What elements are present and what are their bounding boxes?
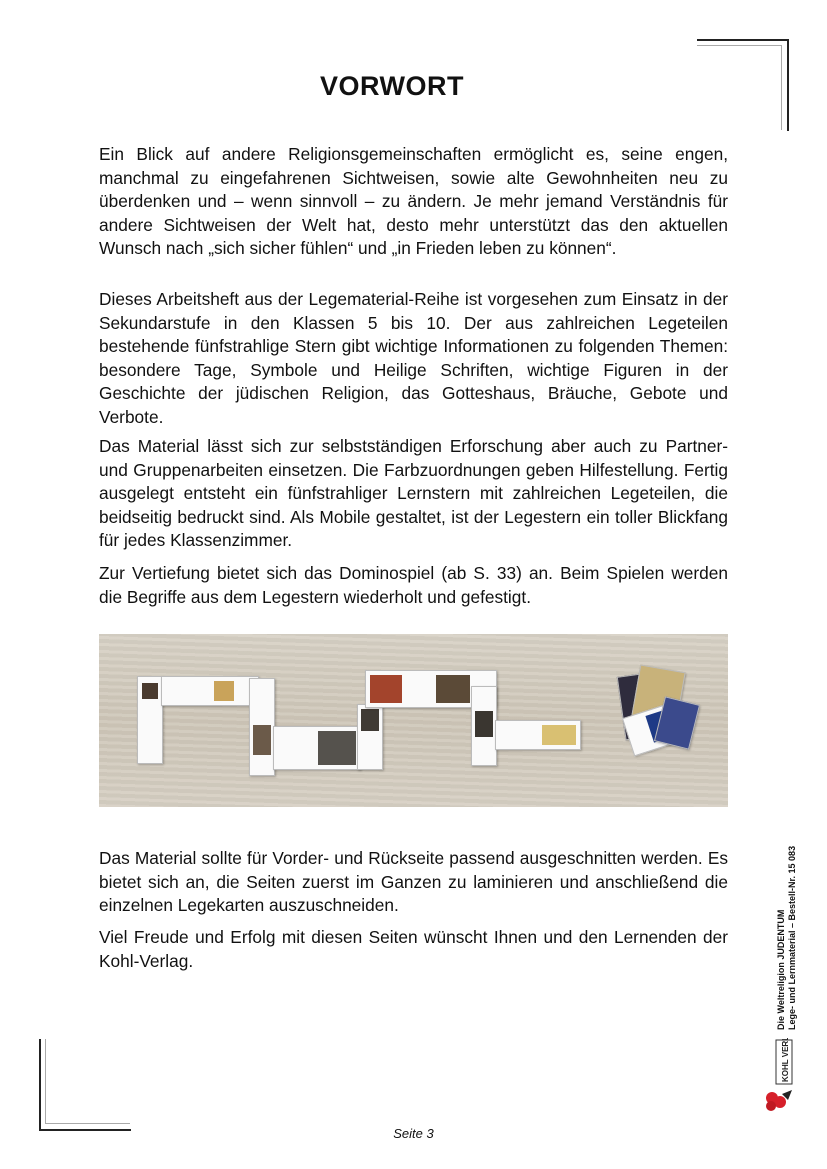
paragraph-workbook: Dieses Arbeitsheft aus der Legematerial-Reihe ist vorgesehen zum Einsatz in der Sekundarstufe in den Klassen 5 bis 10. Der aus zahlreichen Legeteilen bestehende fünfstrahlige Stern gibt wichtige Informationen zu folgenden Themen: besondere Tage, Symbole und Heilige Schriften, wichtige Figuren in der Geschichte der jüdischen Religion, das Gotteshaus, Bräuche, Gebote und Verbote. (99, 289, 728, 427)
domino-card (495, 720, 581, 750)
domino-card (471, 686, 497, 766)
paragraph-closing: Viel Freude und Erfolg mit diesen Seiten wünscht Ihnen und den Lernenden der Kohl-Verlag. (99, 927, 728, 971)
paragraph-intro: Ein Blick auf andere Religionsgemeinschaften ermöglicht es, seine engen, manchmal zu eingefahrenen Sichtweisen, sowie alte Gewohnheiten neu zu überdenken und – wenn sinnvoll – zu ändern. Je mehr jemand Verständnis für andere Sichtweisen der Welt hat, desto mehr unterstützt das den aktuellen Wunsch nach „sich sicher fühlen“ und „in Frieden leben zu können“. (99, 144, 728, 258)
sidebar-publication-info (776, 820, 798, 1030)
domino-card (273, 726, 361, 770)
paragraph-cutting: Das Material sollte für Vorder- und Rückseite passend ausgeschnitten werden. Es bietet sich an, die Seiten zuerst im Ganzen zu laminieren und anschließend die einzelnen Legekarten auszuschneiden. (99, 848, 728, 915)
domino-card (357, 704, 383, 770)
page-title: VORWORT (320, 71, 464, 101)
domino-card (161, 676, 259, 706)
publisher-logo-icon (762, 1038, 796, 1112)
domino-photo (99, 634, 728, 807)
corner-frame-bottom-left-inner (45, 1039, 130, 1124)
domino-card (249, 678, 275, 776)
sidebar-order-number: Lege- und Lernmaterial – Bestell-Nr. 15 083 (787, 845, 797, 1030)
kohl-verlag-logo (762, 1038, 796, 1112)
domino-card (137, 676, 163, 764)
paragraph-material: Das Material lässt sich zur selbstständigen Erforschung aber auch zu Partner- und Gruppenarbeiten einsetzen. Die Farbzuordnungen geben Hilfestellung. Fertig ausgelegt entsteht ein fünfstrahliger Lernstern mit zahlreichen Legeteilen, die beidseitig bedruckt sind. Als Mobile gestaltet, ist der Legestern ein toller Blickfang für jedes Klassenzimmer. (99, 436, 728, 550)
paragraph-domino: Zur Vertiefung bietet sich das Dominospiel (ab S. 33) an. Beim Spielen werden die Begriffe aus dem Legestern wiederholt und gefestigt. (99, 563, 728, 607)
svg-text:KOHL VERLAG: KOHL VERLAG (781, 1038, 790, 1082)
page-number: Seite 3 (393, 1126, 434, 1141)
sidebar-title: Die Weltreligion JUDENTUM (776, 909, 786, 1030)
